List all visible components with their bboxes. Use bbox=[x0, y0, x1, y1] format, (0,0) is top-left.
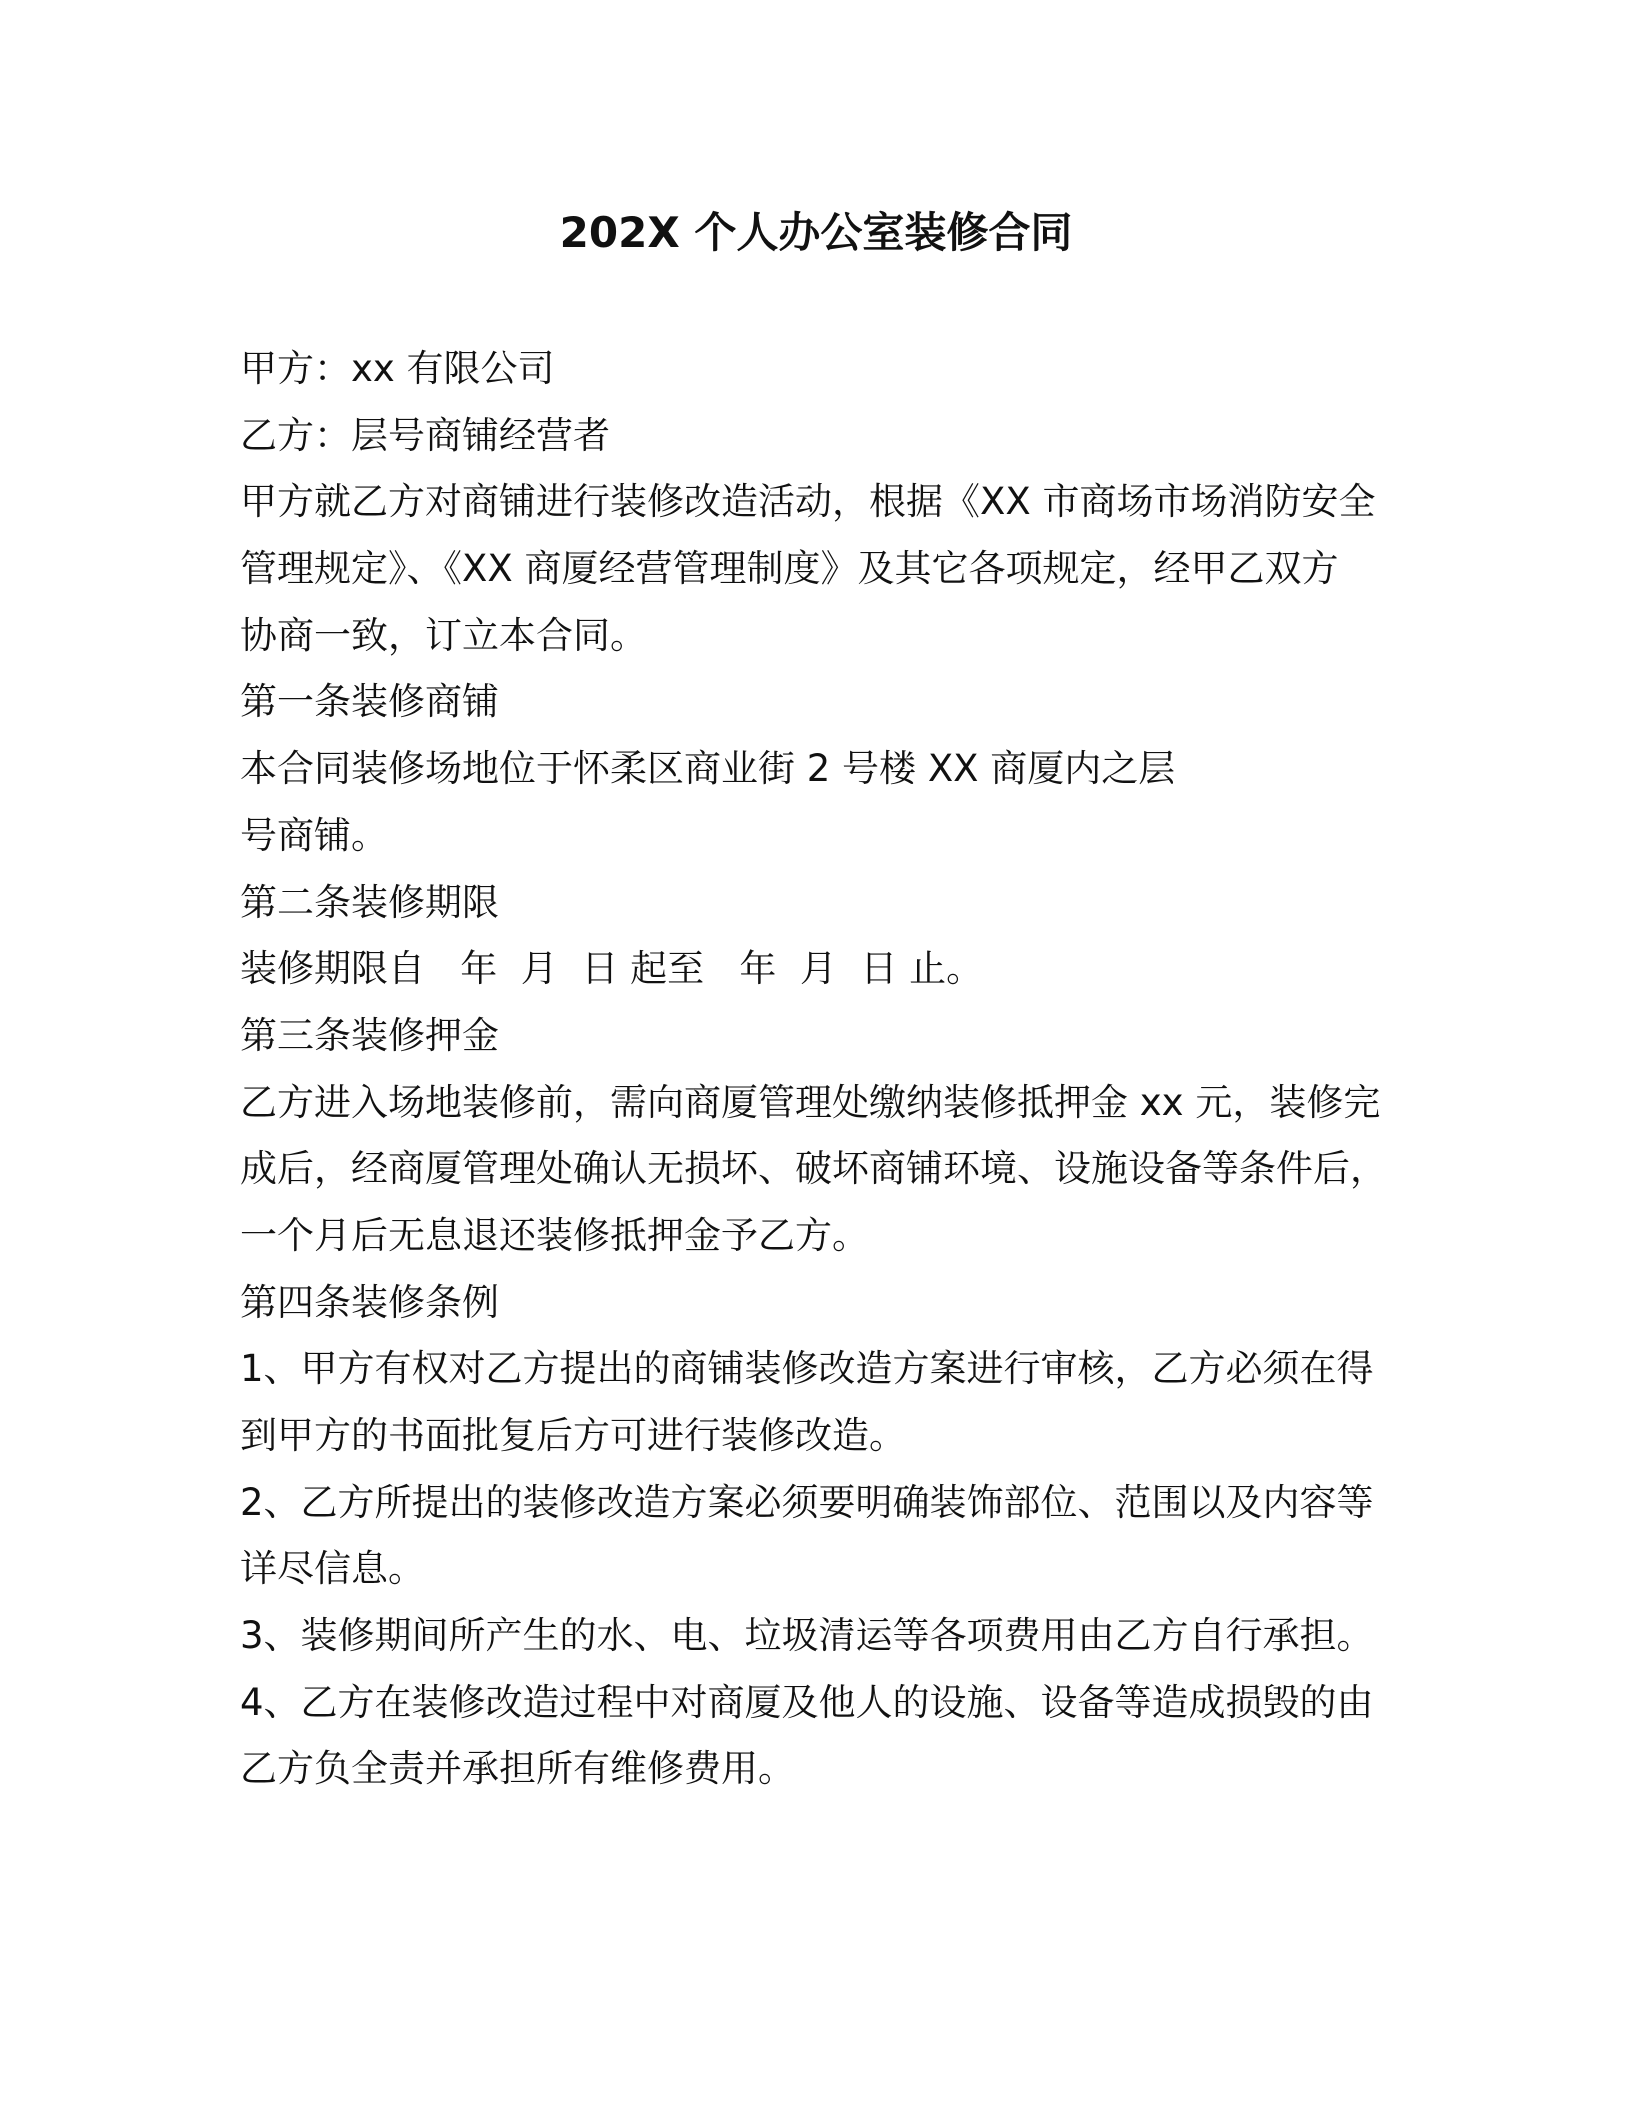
article-text-line: 号商铺。 bbox=[240, 813, 388, 857]
list-item bbox=[240, 1336, 1410, 1469]
preamble-line: 甲方就乙方对商铺进行装修改造活动，根据《XX 市商场市场消防安全 bbox=[240, 480, 1376, 524]
list-item-line: 到甲方的书面批复后方可进行装修改造。 bbox=[240, 1414, 906, 1457]
article-text-line: 乙方进入场地装修前，需向商厦管理处缴纳装修抵押金 xx 元，装修完 bbox=[240, 1080, 1381, 1124]
document-title: 202X 个人办公室装修合同 bbox=[559, 208, 1073, 257]
article-heading: 第一条装修商铺 bbox=[240, 680, 499, 724]
article-text-line: 一个月后无息退还装修抵押金予乙方。 bbox=[240, 1213, 869, 1257]
article-2 bbox=[240, 870, 1410, 1003]
article-3 bbox=[240, 1003, 1410, 1270]
list-item-line: 2、乙方所提出的装修改造方案必须要明确装饰部位、范围以及内容等 bbox=[240, 1480, 1374, 1524]
party-b-line: 乙方：层号商铺经营者 bbox=[240, 413, 610, 457]
list-item bbox=[240, 1670, 1410, 1803]
list-item-line: 详尽信息。 bbox=[240, 1547, 425, 1591]
article-1 bbox=[240, 669, 1410, 869]
article-text-line: 本合同装修场地位于怀柔区商业街 2 号楼 XX 商厦内之层 bbox=[240, 747, 1176, 791]
article-text-line: 装修期限自 年 月 日 起至 年 月 日 止。 bbox=[240, 947, 984, 991]
list-item-line: 4、乙方在装修改造过程中对商厦及他人的设施、设备等造成损毁的由 bbox=[240, 1680, 1374, 1724]
preamble-line: 协商一致，订立本合同。 bbox=[240, 613, 647, 657]
list-item-line: 1、甲方有权对乙方提出的商铺装修改造方案进行审核，乙方必须在得 bbox=[240, 1347, 1374, 1391]
list-item-line: 3、装修期间所产生的水、电、垃圾清运等各项费用由乙方自行承担。 bbox=[240, 1614, 1374, 1658]
preamble-paragraph bbox=[240, 469, 1410, 669]
article-heading: 第四条装修条例 bbox=[240, 1280, 499, 1324]
article-heading: 第二条装修期限 bbox=[240, 880, 499, 924]
party-a-line: 甲方：xx 有限公司 bbox=[240, 347, 555, 390]
list-item-line: 乙方负全责并承担所有维修费用。 bbox=[240, 1747, 795, 1791]
list-item bbox=[240, 1603, 1410, 1670]
list-item bbox=[240, 1470, 1410, 1603]
document-body bbox=[240, 336, 1410, 1803]
article-heading: 第三条装修押金 bbox=[240, 1013, 499, 1057]
preamble-line: 管理规定》、《XX 商厦经营管理制度》及其它各项规定，经甲乙双方 bbox=[240, 547, 1339, 591]
article-text-line: 成后，经商厦管理处确认无损坏、破坏商铺环境、设施设备等条件后， bbox=[240, 1147, 1387, 1191]
article-4 bbox=[240, 1270, 1410, 1804]
